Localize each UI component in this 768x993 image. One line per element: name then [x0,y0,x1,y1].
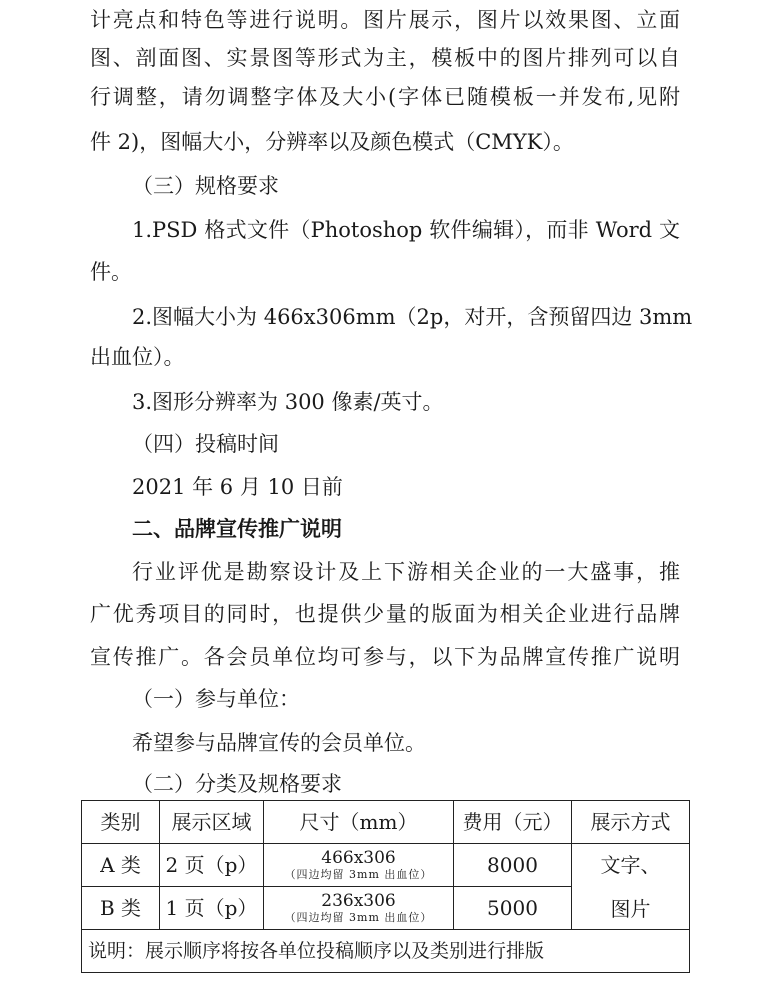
paragraph-line: 1.PSD 格式文件（Photoshop 软件编辑），而非 Word 文 [132,218,680,242]
paragraph-line: 3.图形分辨率为 300 像素/英寸。 [132,390,444,414]
table-header: 费用（元） [454,801,572,844]
size-value: 236x306 [321,891,396,911]
size-value: 466x306 [321,848,396,868]
table-header: 展示区域 [160,801,264,844]
display-line: 图片 [610,896,651,921]
table-header: 展示方式 [572,801,690,844]
table-note: 说明：展示顺序将按各单位投稿顺序以及类别进行排版 [82,930,690,973]
table-cell-type: B 类 [82,887,160,930]
paragraph-line: 行调整，请勿调整字体及大小(字体已随模板一并发布,见附 [90,85,680,109]
paragraph-line: 2.图幅大小为 466x306mm（2p，对开，含预留四边 3mm [132,305,693,329]
paragraph-line: 件 2)，图幅大小，分辨率以及颜色模式（CMYK）。 [90,130,574,154]
paragraph-line: 件。 [90,260,132,284]
table-cell-fee: 8000 [454,844,572,887]
paragraph-line: 计亮点和特色等进行说明。图片展示，图片以效果图、立面 [90,8,680,32]
table-cell-size [264,844,454,887]
section-heading-category: （二）分类及规格要求 [132,772,342,796]
table-cell-display [572,844,690,930]
spec-table [81,800,690,973]
section-heading-unit: （一）参与单位： [132,687,300,711]
table-header: 类别 [82,801,160,844]
table-cell-fee: 5000 [454,887,572,930]
section-heading-spec: （三）规格要求 [132,174,279,198]
size-note: （四边均留 3mm 出血位） [284,868,433,881]
paragraph-line: 2021 年 6 月 10 日前 [132,475,343,499]
table-cell-area: 1 页（p） [160,887,264,930]
display-line: 文字、 [600,852,661,877]
paragraph-line: 图、剖面图、实景图等形式为主，模板中的图片排列可以自 [90,46,680,70]
table-cell-area: 2 页（p） [160,844,264,887]
section-heading-time: （四）投稿时间 [132,432,279,456]
paragraph-line: 希望参与品牌宣传的会员单位。 [132,731,426,755]
table-header: 尺寸（mm） [264,801,454,844]
table-header-row [82,801,690,844]
table-row [82,844,690,887]
paragraph-line: 出血位）。 [90,345,185,369]
chapter-heading: 二、品牌宣传推广说明 [132,517,342,541]
size-note: （四边均留 3mm 出血位） [284,911,433,924]
table-cell-type: A 类 [82,844,160,887]
table-note-row [82,930,690,973]
paragraph-line: 行业评优是勘察设计及上下游相关企业的一大盛事，推 [132,560,680,584]
table-cell-size [264,887,454,930]
paragraph-line: 宣传推广。各会员单位均可参与，以下为品牌宣传推广说明 [90,645,680,669]
paragraph-line: 广优秀项目的同时，也提供少量的版面为相关企业进行品牌 [90,602,680,626]
